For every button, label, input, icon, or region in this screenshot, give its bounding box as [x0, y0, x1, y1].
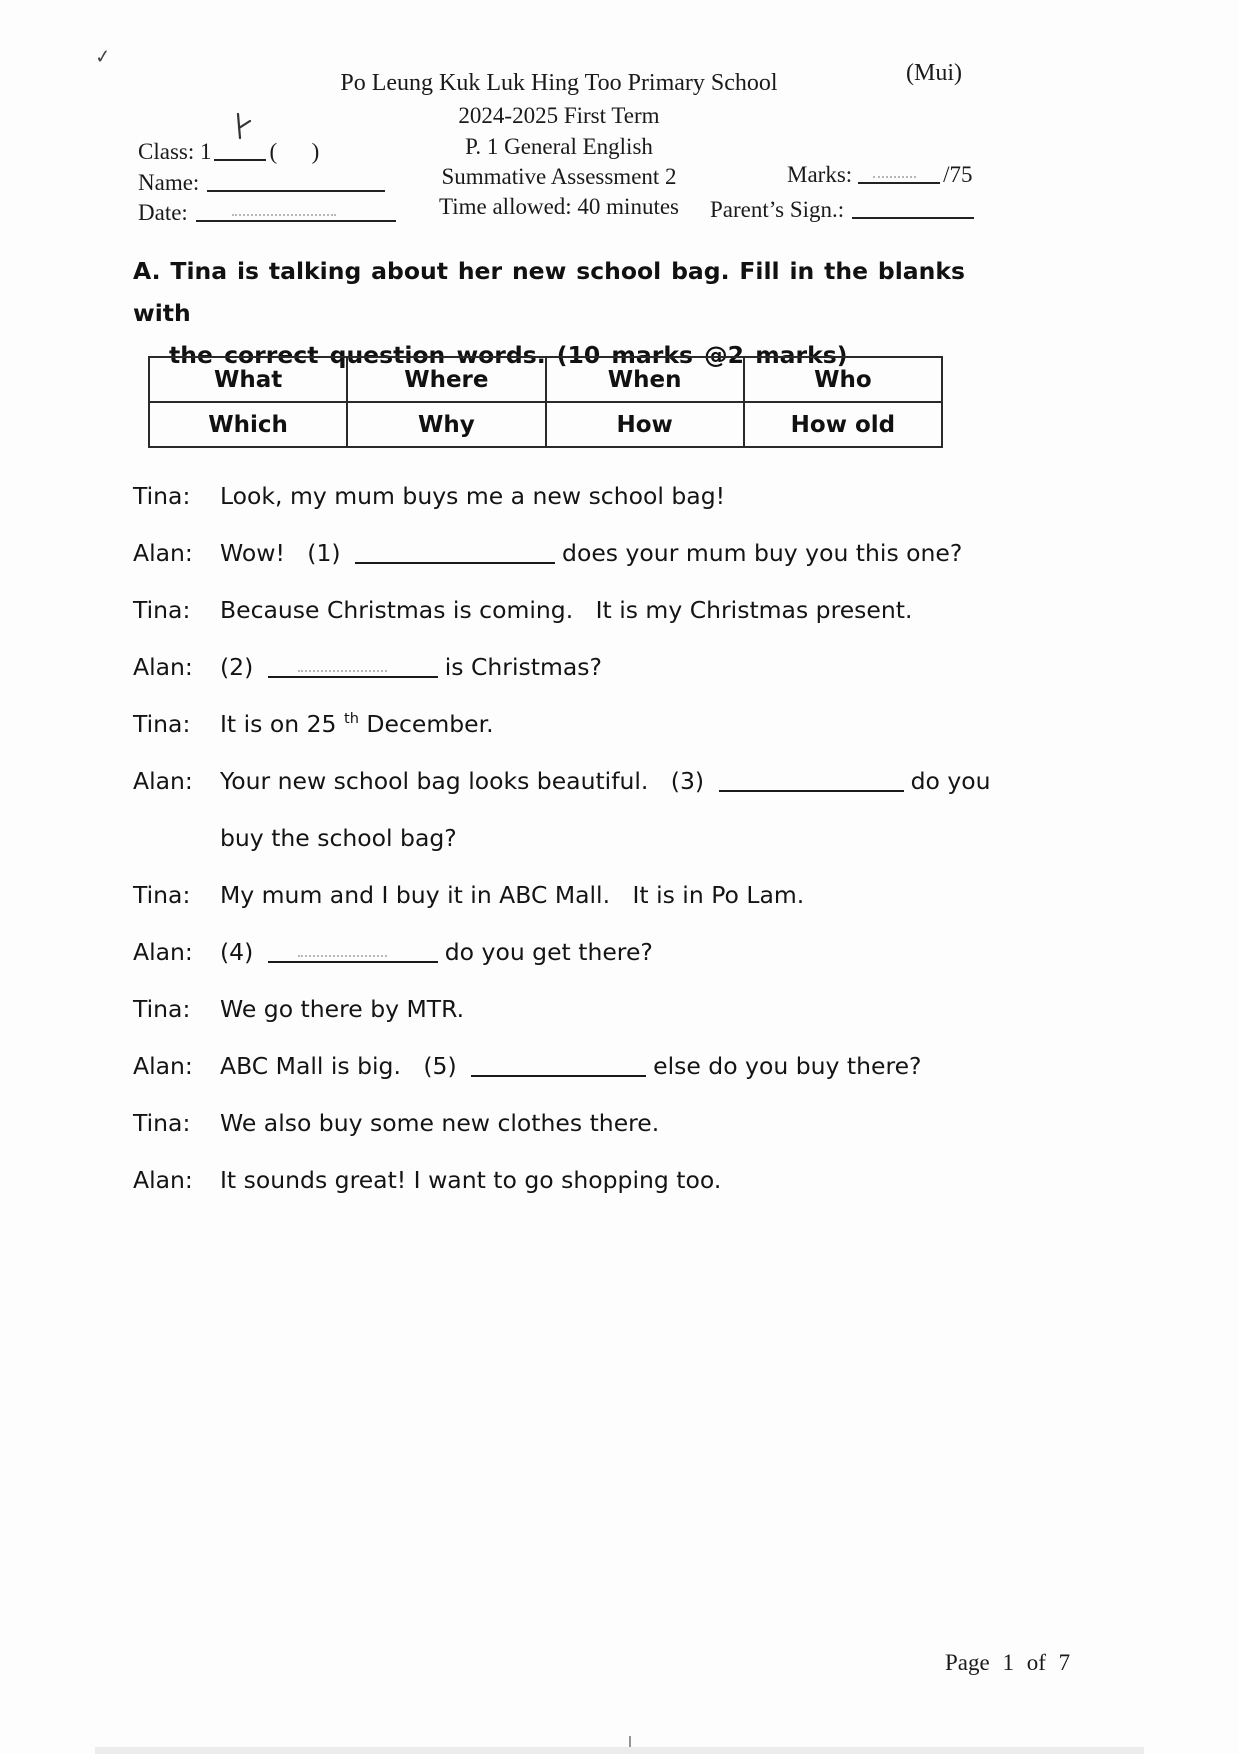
class-underline [214, 136, 266, 161]
term-title: 2024-2025 First Term [458, 103, 660, 128]
speaker-label: Tina: [133, 995, 191, 1023]
date-field [138, 195, 399, 226]
speech-text: It is on 25 $^{th}$ December. [220, 710, 494, 738]
parent-sign-underline [852, 194, 974, 219]
speaker-label: Alan: [133, 539, 193, 567]
speaker-label: Tina: [133, 1109, 191, 1137]
check-mark: ✓ [93, 45, 113, 69]
speaker-label: Alan: [133, 938, 193, 966]
speaker-label: Alan: [133, 767, 193, 795]
class-field [138, 134, 319, 165]
dialogue-turn [133, 468, 1133, 525]
school-title: Po Leung Kuk Luk Hing Too Primary School [340, 70, 778, 96]
name-underline [207, 167, 385, 192]
speaker-label: Alan: [133, 653, 193, 681]
marks-denominator: /75 [943, 162, 973, 187]
dialogue-turn [133, 696, 1133, 753]
dialogue-turn [133, 525, 1133, 582]
speech-text: My mum and I buy it in ABC Mall. It is in Po Lam. [220, 881, 805, 909]
class-label: Class: 1 [138, 139, 212, 164]
speech-text: Wow! (1) does your mum buy you this one? [220, 539, 963, 567]
word-table-row [149, 402, 942, 447]
question-word-cell: How old [744, 402, 942, 447]
answer-blank [355, 542, 555, 564]
speech-text: ABC Mall is big. (5) else do you buy there? [220, 1052, 922, 1080]
question-words-table [148, 356, 943, 448]
question-word-cell: Where [347, 357, 545, 402]
time-allowed: Time allowed: 40 minutes [438, 194, 679, 219]
answer-blank [268, 656, 438, 678]
name-label: Name: [138, 170, 200, 195]
speech-text: It sounds great! I want to go shopping too. [220, 1166, 722, 1194]
speech-text: We also buy some new clothes there. [220, 1109, 660, 1137]
name-field [138, 165, 388, 196]
speaker-label: Alan: [133, 1166, 193, 1194]
subject-title: P. 1 General English [465, 134, 653, 159]
parent-sign-label: Parent’s Sign.: [710, 197, 845, 222]
speech-text: Because Christmas is coming. It is my Christmas present. [220, 596, 913, 624]
speech-text: Look, my mum buys me a new school bag! [220, 482, 726, 510]
dialogue-turn [133, 867, 1133, 924]
answer-blank [471, 1055, 646, 1077]
speaker-label: Tina: [133, 596, 191, 624]
class-paren: ( ) [269, 139, 320, 164]
question-word-cell: How [546, 402, 744, 447]
speech-text: (2) is Christmas? [220, 653, 602, 681]
speech-text: We go there by MTR. [220, 995, 465, 1023]
scan-edge-band [95, 1747, 1144, 1754]
speaker-label: Tina: [133, 881, 191, 909]
dialogue-turn [133, 582, 1133, 639]
dialogue-turn [133, 981, 1133, 1038]
page-number: Page 1 of 7 [945, 1650, 1071, 1675]
answer-blank [719, 770, 904, 792]
speaker-label: Tina: [133, 710, 191, 738]
marker-label: (Mui) [906, 60, 962, 86]
class-handwritten-mark [230, 112, 256, 142]
question-word-cell: Which [149, 402, 347, 447]
question-word-cell: When [546, 357, 744, 402]
dialogue-turn [133, 924, 1133, 981]
dialogue-turn [133, 1095, 1133, 1152]
marks-label: Marks: [787, 162, 853, 187]
dialogue-turn [133, 1152, 1133, 1209]
date-label: Date: [138, 200, 188, 225]
dialogue [133, 468, 1133, 1209]
speech-text: (4) do you get there? [220, 938, 653, 966]
marks-field [787, 157, 973, 188]
speaker-label: Tina: [133, 482, 191, 510]
speaker-label: Alan: [133, 1052, 193, 1080]
question-word-cell: Who [744, 357, 942, 402]
speech-text: Your new school bag looks beautiful. (3) do you buy the school bag? [220, 767, 991, 852]
date-underline [196, 197, 396, 222]
answer-blank [268, 941, 438, 963]
ordinal-superscript: th [343, 710, 359, 728]
dialogue-turn [133, 753, 1133, 867]
section-a-heading-line2: the correct question words. (10 marks @2 marks) [169, 341, 848, 369]
question-word-cell: Why [347, 402, 545, 447]
marks-underline [858, 159, 940, 184]
word-table-row [149, 357, 942, 402]
assessment-title: Summative Assessment 2 [441, 164, 677, 189]
dialogue-turn [133, 1038, 1133, 1095]
section-a-heading-line1: A. Tina is talking about her new school bag. Fill in the blanks with [133, 257, 965, 327]
question-word-cell: What [149, 357, 347, 402]
dialogue-turn [133, 639, 1133, 696]
parent-sign-field [710, 192, 977, 223]
